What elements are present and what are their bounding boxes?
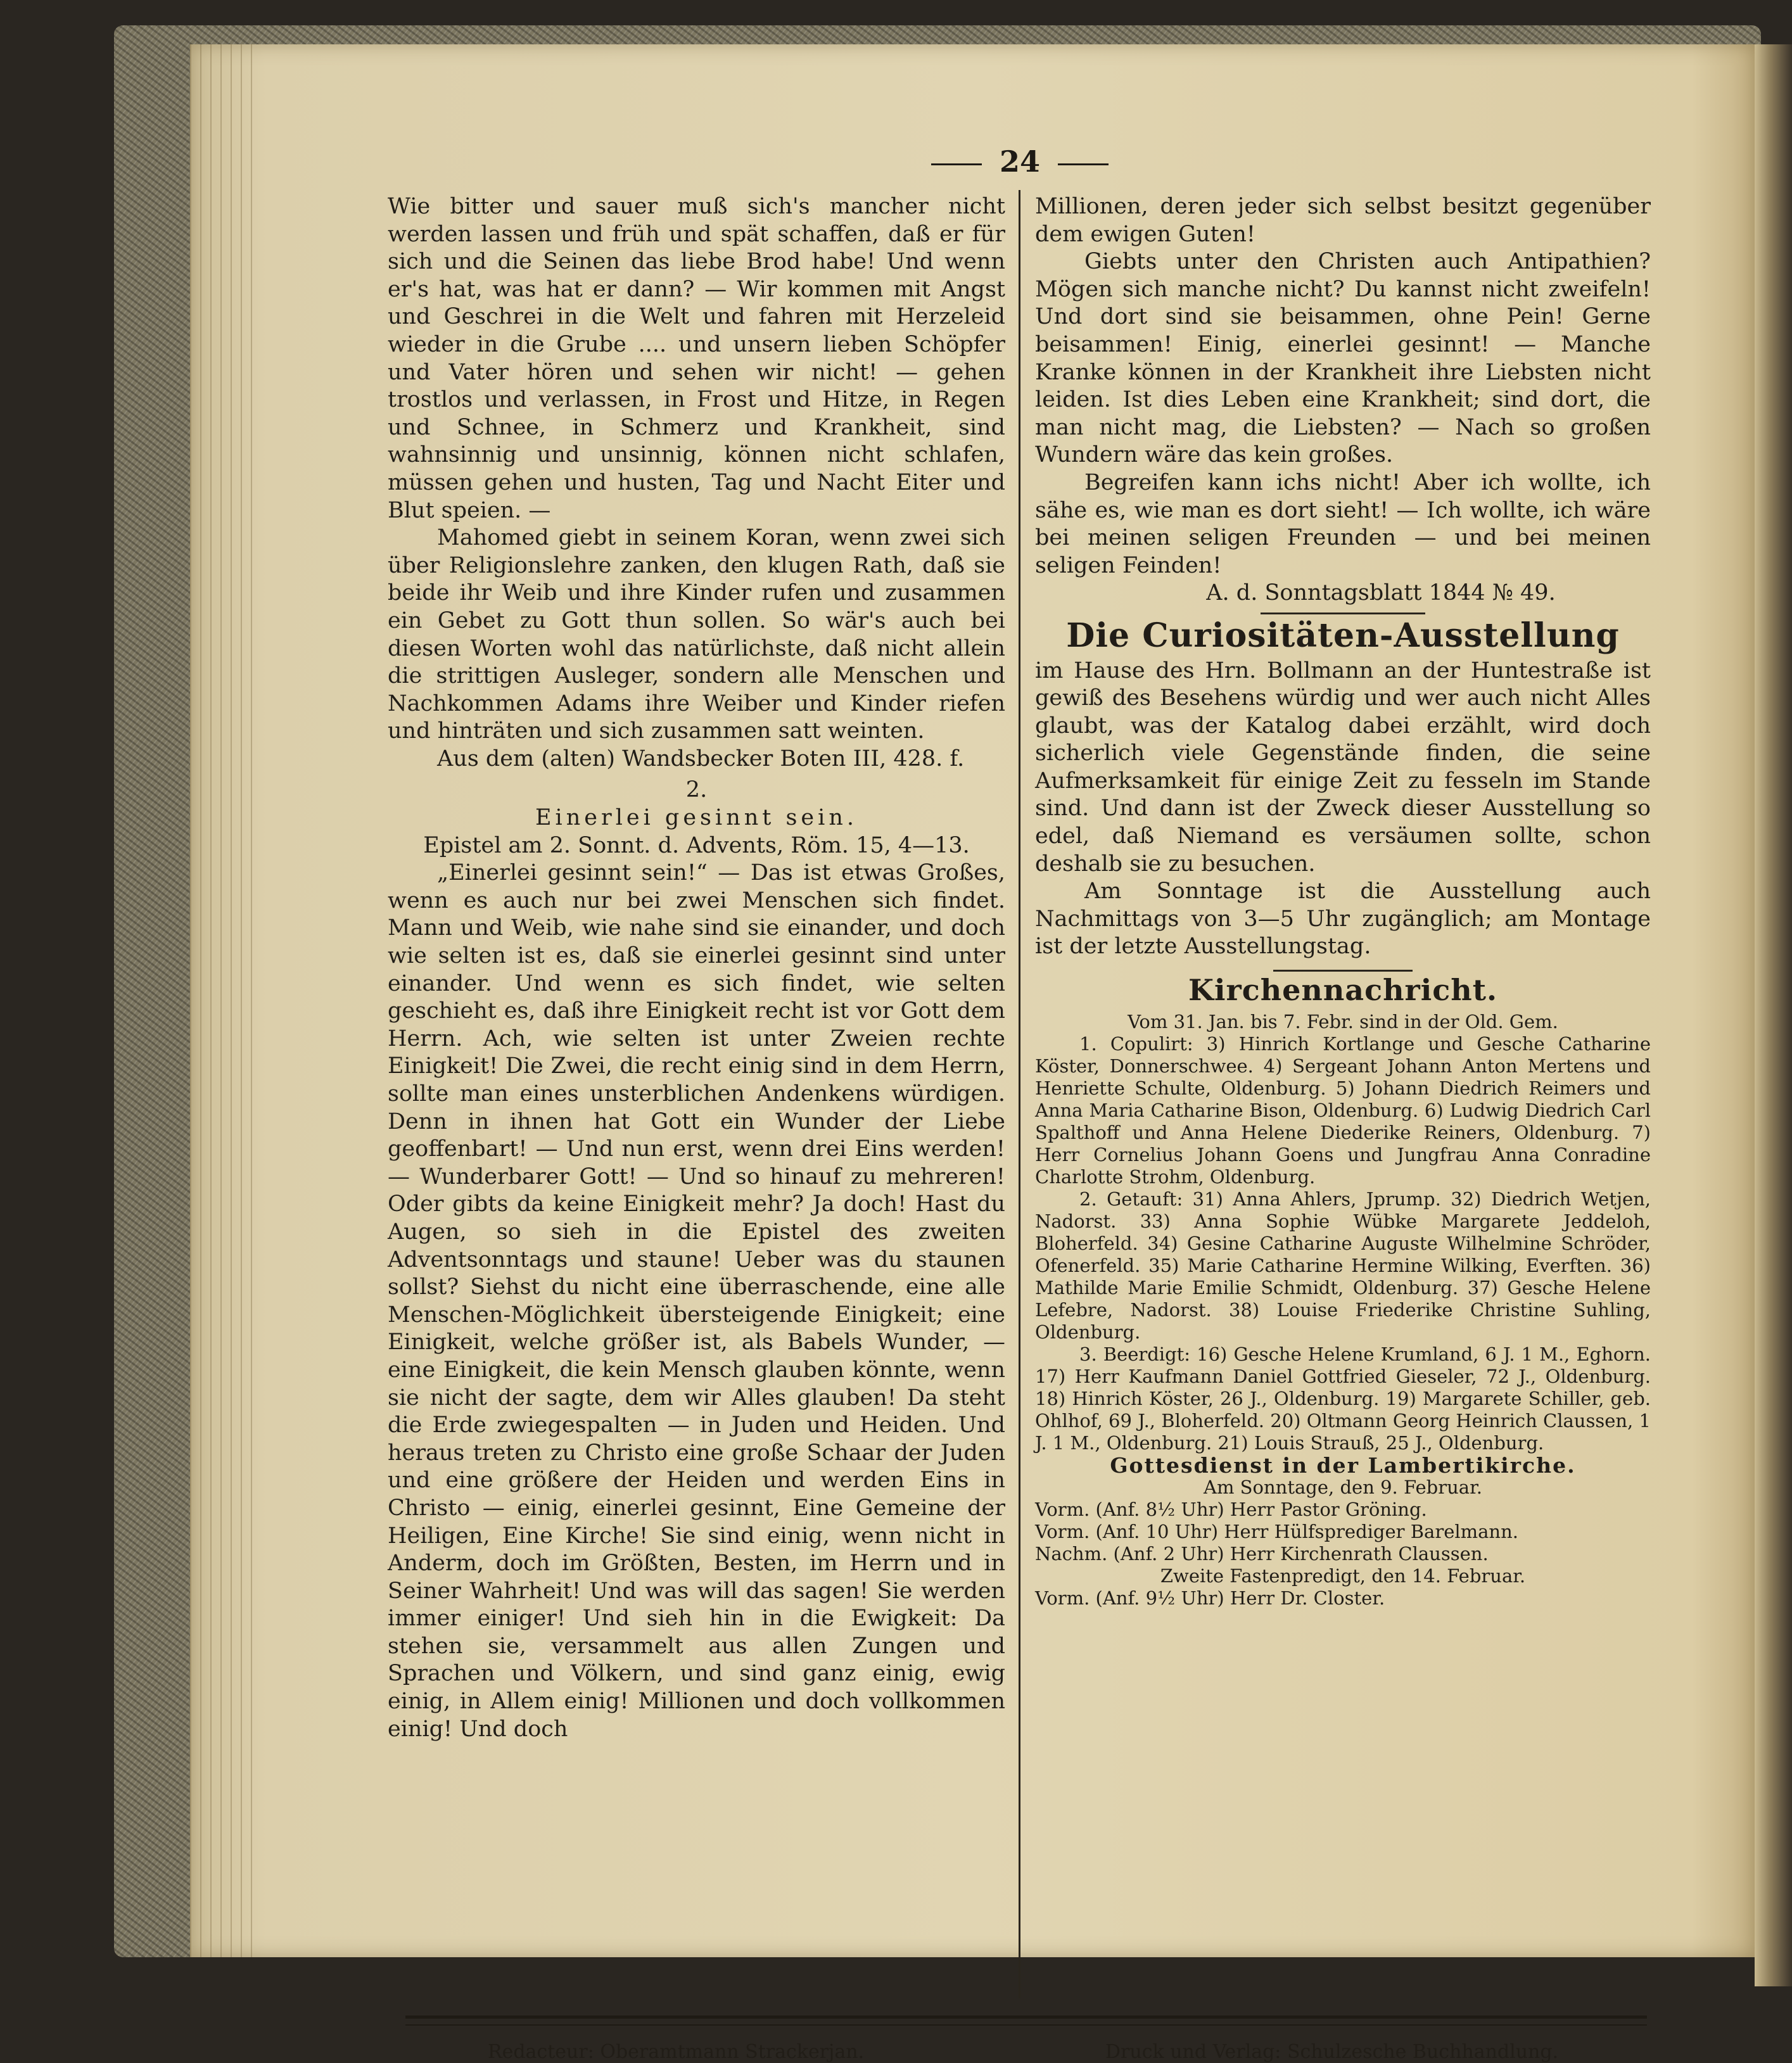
section-title: Einerlei gesinnt sein.: [535, 805, 858, 831]
separator-rule: [1273, 970, 1413, 972]
burials-entry: 3. Beerdigt: 16) Gesche Helene Krumland, 6 J. 1 M., Eghorn. 17) Herr Kaufmann Daniel Gottfried Gieseler, 72 J., Oldenburg. 18) Hinrich Köster, 26 J., Oldenburg. 19) Margarete Schiller, geb. Ohlhof, 69 J., Bloherfeld. 20) Oltmann Georg Heinrich Claussen, 1 J. 1 M., Oldenburg. 21) Louis Strauß, 25 J., Oldenburg.: [1035, 1343, 1651, 1454]
church-news-block: [1035, 1011, 1651, 1609]
paragraph: Wie bitter und sauer muß sich's mancher nicht werden lassen und früh und spät schaffen, daß er für sich und die Seinen das liebe Brod habe! Und wenn er's hat, was hat er dann? — Wir kommen mit Angst und Geschrei in die Welt und fahren mit Herzeleid wieder in die Grube .... und unsern lieben Schöpfer und Vater hören und sehen wir nicht! — gehen trostlos und verlassen, in Frost und Hitze, in Regen und Schnee, in Schmerz und Krankheit, sind wahnsinnig und unsinnig, können nicht schlafen, müssen gehen und husten, Tag und Nacht Eiter und Blut speien. —: [388, 194, 1005, 523]
services-date: Am Sonntage, den 9. Februar.: [1204, 1476, 1482, 1498]
church-news-intro: Vom 31. Jan. bis 7. Febr. sind in der Old. Gem.: [1128, 1010, 1558, 1032]
footer-editor: Redacteur: Oberamtmann Strackerjan.: [488, 2041, 865, 2063]
source-citation: Aus dem (alten) Wandsbecker Boten III, 428. f.: [437, 746, 965, 771]
stacked-page-edges: [190, 44, 260, 1957]
paragraph: Am Sonntage ist die Ausstellung auch Nachmittags von 3—5 Uhr zugänglich; am Montage ist der letzte Ausstellungstag.: [1035, 879, 1651, 960]
separator-rule: [1261, 613, 1425, 614]
header-rule-right: [1058, 163, 1109, 165]
source-citation: A. d. Sonntagsblatt 1844 № 49.: [1206, 580, 1556, 606]
footer-rule: [405, 2015, 1647, 2026]
next-page-edge: [1755, 44, 1792, 1986]
paragraph: Begreifen kann ichs nicht! Aber ich wollte, ich sähe es, wie man es dort sieht! — Ich wollte, ich wäre bei meinen seligen Freunden — und bei meinen seligen Feinden!: [1035, 469, 1651, 578]
service-line: Vorm. (Anf. 8½ Uhr) Herr Pastor Gröning.: [1035, 1498, 1427, 1520]
baptisms-entry: 2. Getauft: 31) Anna Ahlers, Jprump. 32) Diedrich Wetjen, Nadorst. 33) Anna Sophie Wübke Margarete Jeddeloh, Bloherfeld. 34) Gesine Catharine Auguste Wilhelmine Schröder, Ofenerfeld. 35) Marie Catharine Hermine Wilking, Everften. 36) Mathilde Marie Emilie Schmidt, Oldenburg. 37) Gesche Helene Lefebre, Nadorst. 38) Louise Friederike Christine Suhling, Oldenburg.: [1035, 1188, 1651, 1343]
paragraph: Mahomed giebt in seinem Koran, wenn zwei sich über Religionslehre zanken, den klugen Rath, daß sie beide ihr Weib und ihre Kinder rufen und zusammen ein Gebet zu Gott thun sollen. So wär's auch bei diesen Worten wohl das natürlichste, daß nicht allein die strittigen Ausleger, sondern alle Menschen und Nachkommen Adams ihre Weiber und Kinder riefen und hinträten und sich zusammen satt weinten.: [388, 525, 1005, 744]
marriages-entry: 1. Copulirt: 3) Hinrich Kortlange und Gesche Catharine Köster, Donnerschwee. 4) Sergeant Johann Anton Mertens und Henriette Schulte, Oldenburg. 5) Johann Diedrich Reimers und Anna Maria Catharine Bison, Oldenburg. 6) Ludwig Diedrich Carl Spalthoff und Anna Helene Diederike Reiners, Oldenburg. 7) Herr Cornelius Johann Goens und Jungfrau Anna Conradine Charlotte Strohm, Oldenburg.: [1035, 1032, 1651, 1188]
exhibition-heading: Die Curiositäten-Ausstellung: [1066, 616, 1620, 655]
service-line: Vorm. (Anf. 9½ Uhr) Herr Dr. Closter.: [1035, 1587, 1385, 1609]
service-line: Nachm. (Anf. 2 Uhr) Herr Kirchenrath Claussen.: [1035, 1542, 1489, 1565]
section-number: 2.: [685, 777, 708, 803]
paragraph: im Hause des Hrn. Bollmann an der Huntestraße ist gewiß des Besehens würdig und wer auch nicht Alles glaubt, was der Katalog dabei erzählt, wird doch sicherlich viele Gegenstände finden, die seine Aufmerksamkeit für einige Zeit zu fesseln im Stande sind. Und dann ist der Zweck dieser Ausstellung so edel, daß Niemand es versäumen sollte, schon deshalb sie zu besuchen.: [1035, 657, 1651, 877]
paragraph: Giebts unter den Christen auch Antipathien? Mögen sich manche nicht? Du kannst nicht zweifeln! Und dort sind sie beisammen, ohne Pein! Gerne beisammen! Einig, einerlei gesinnt! — Manche Kranke können in der Krankheit ihre Liebsten nicht leiden. Ist dies Leben eine Krankheit; sind dort, die man nicht mag, die Liebsten? — Nach so großen Wundern wäre das kein großes.: [1035, 249, 1651, 468]
church-news-heading: Kirchennachricht.: [1188, 973, 1497, 1008]
paragraph: „Einerlei gesinnt sein!“ — Das ist etwas Großes, wenn es auch nur bei zwei Menschen sich findet. Mann und Weib, wie nahe sind sie einander, und doch wie selten ist es, daß sie einerlei gesinnt sind unter einander. Und wenn es sich findet, wie selten geschieht es, daß ihre Einigkeit recht ist vor Gott dem Herrn. Ach, wie selten ist unter Zweien rechte Einigkeit! Die Zwei, die recht einig sind in dem Herrn, sollte man eines unsterblichen Andenkens würdigen. Denn in ihnen hat Gott ein Wunder der Liebe geoffenbart! — Und nun erst, wenn drei Eins werden! — Wunderbarer Gott! — Und so hinauf zu mehreren! Oder gibts da keine Einigkeit mehr? Ja doch! Hast du Augen, so sieh in die Epistel des zweiten Adventsonntags und staune! Ueber was du staunen sollst? Siehst du nicht eine überraschende, eine alle Menschen-Möglichkeit übersteigende Einigkeit; eine Einigkeit, welche größer ist, als Babels Wunder, — eine Einigkeit, die kein Mensch glauben könnte, wenn sie nicht der sagte, dem wir Alles glauben! Da steht die Erde zwiegespalten — in Juden und Heiden. Und heraus treten zu Christo eine große Schaar der Juden und eine größere der Heiden und werden Eins in Christo — einig, einerlei gesinnt, Eine Gemeine der Heiligen, Eine Kirche! Sie sind einig, wenn nicht in Anderm, doch im Größten, Besten, im Herrn und in Seiner Wahrheit! Und was will das sagen! Sie werden immer einiger! Und sieh hin in die Ewigkeit: Da stehen sie, versammelt aus allen Zungen und Sprachen und Völkern, und sind ganz einig, ewig einig, in Allem einig! Millionen und doch vollkommen einig! Und doch: [388, 860, 1005, 1742]
service-line: Vorm. (Anf. 10 Uhr) Herr Hülfsprediger Barelmann.: [1035, 1520, 1518, 1542]
paragraph: Millionen, deren jeder sich selbst besitzt gegenüber dem ewigen Guten!: [1035, 194, 1651, 247]
services-heading: Gottesdienst in der Lambertikirche.: [1110, 1452, 1576, 1478]
section-subtitle: Epistel am 2. Sonnt. d. Advents, Röm. 15, 4—13.: [423, 832, 970, 858]
footer-publisher: Druck und Verlag: Schulzesche Buchhandlung.: [1105, 2041, 1559, 2063]
page-number: 24: [999, 144, 1040, 179]
left-column: [388, 193, 1005, 1743]
header-rule-left: [931, 163, 982, 165]
page-number-header: [906, 144, 1134, 179]
services-date: Zweite Fastenpredigt, den 14. Februar.: [1160, 1565, 1526, 1587]
column-divider: [1019, 190, 1020, 1998]
right-column: [1035, 193, 1651, 1609]
